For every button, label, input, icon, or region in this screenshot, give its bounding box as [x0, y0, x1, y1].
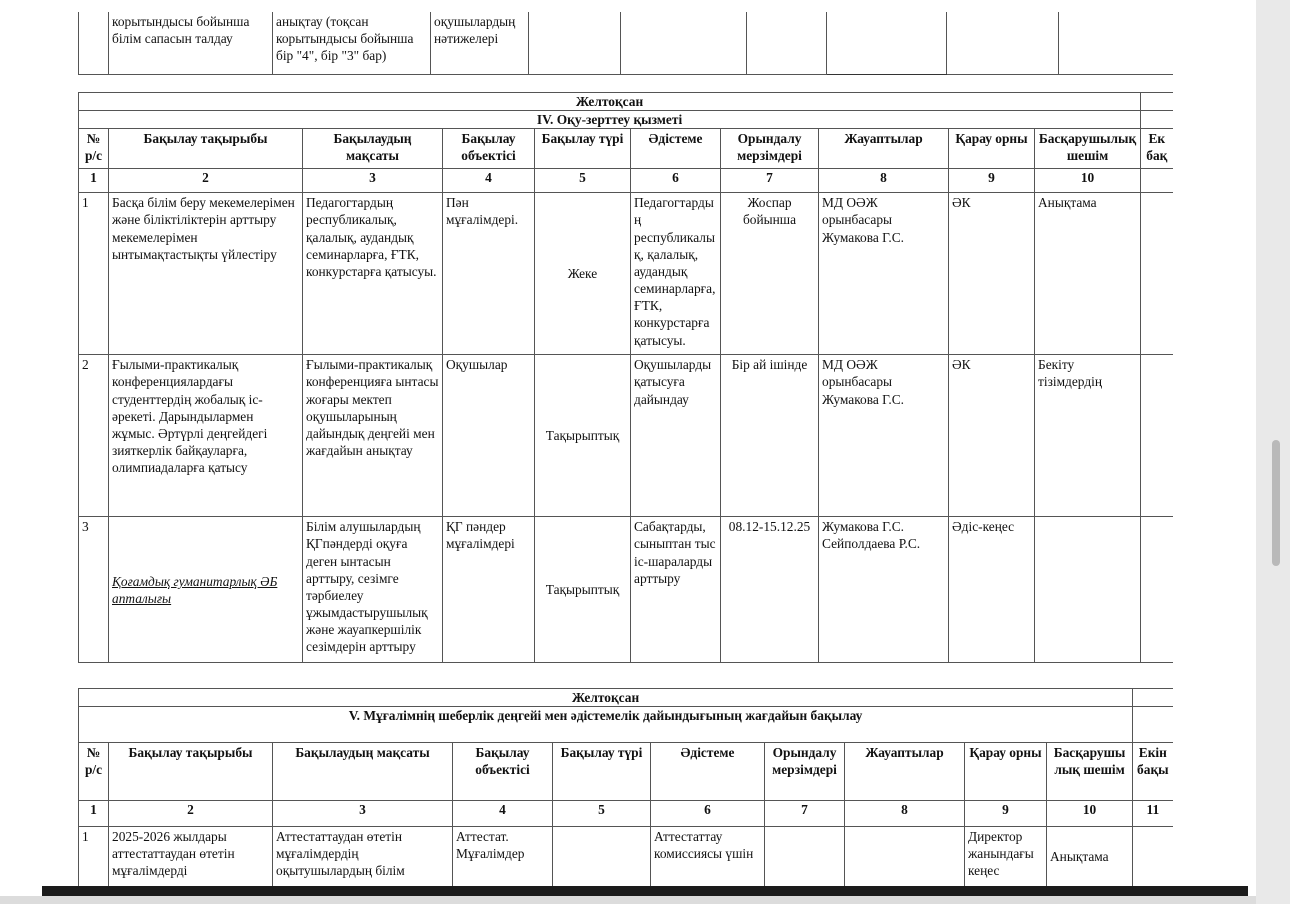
row-venue: Әдіс-кеңес — [949, 517, 1035, 663]
header-venue: Қарау орны — [965, 743, 1047, 801]
col-number: 11 — [1133, 801, 1173, 827]
col-number: 3 — [273, 801, 453, 827]
row-object: ҚГ пәндер мұғалімдері — [443, 517, 535, 663]
col-number: 9 — [949, 169, 1035, 193]
row-topic: 2025-2026 жылдары аттестаттаудан өтетін мұғалімдерді — [109, 827, 273, 887]
row-venue: Директор жанындағы кеңес — [965, 827, 1047, 887]
table-row — [79, 517, 1173, 663]
cell-empty — [1141, 111, 1173, 129]
row-object: Аттестат. Мұғалімдер — [453, 827, 553, 887]
header-extra: Ек бақ — [1141, 129, 1173, 169]
header-topic: Бақылау тақырыбы — [109, 129, 303, 169]
fragment-cell-empty — [1059, 12, 1173, 74]
fragment-cell-empty — [621, 12, 747, 74]
col-number: 4 — [453, 801, 553, 827]
table-row — [79, 193, 1173, 355]
row-goal: Білім алушылардың ҚГпәндерді оқуға деген ынтасын арттыру, сезімге тәрбиелеу ұжымдастырушылық және жауапкершілік сезімдерін арттыру — [303, 517, 443, 663]
header-topic: Бақылау тақырыбы — [109, 743, 273, 801]
cell-empty — [1133, 707, 1173, 743]
header-responsible: Жауаптылар — [819, 129, 949, 169]
scan-bottom-margin — [0, 896, 1256, 904]
fragment-cell-topic: корытындысы бойынша білім сапасын талдау — [109, 12, 273, 74]
row-deadline — [765, 827, 845, 887]
row-decision — [1035, 517, 1141, 663]
row-topic: Ғылыми-практикалық конференциялардағы студенттердің жобалық іс-әрекеті. Дарындылармен жұмыс. Әртүрлі деңгейдегі зияткерлік байқауларға, олимпиадаларға қатысу — [109, 355, 303, 517]
fragment-cell-empty — [947, 12, 1059, 74]
col-number: 1 — [79, 169, 109, 193]
header-method: Әдістеме — [631, 129, 721, 169]
row-responsible: Жумакова Г.С. Сейполдаева Р.С. — [819, 517, 949, 663]
header-type: Бақылау түрі — [535, 129, 631, 169]
section-5-month: Желтоқсан — [79, 689, 1133, 707]
row-topic-cell — [109, 517, 303, 663]
header-object: Бақылау объектісі — [453, 743, 553, 801]
col-number: 2 — [109, 169, 303, 193]
header-responsible: Жауаптылар — [845, 743, 965, 801]
row-deadline: Жоспар бойынша — [721, 193, 819, 355]
scrollbar-thumb[interactable] — [1272, 440, 1280, 566]
fragment-cell-empty — [747, 12, 827, 74]
fragment-cell-empty — [79, 12, 109, 74]
row-decision: Бекіту тізімдердің — [1035, 355, 1141, 517]
fragment-cell-empty — [827, 12, 947, 74]
row-type — [553, 827, 651, 887]
row-no: 2 — [79, 355, 109, 517]
row-decision: Анықтама — [1035, 193, 1141, 355]
col-number: 6 — [631, 169, 721, 193]
cell-empty — [1141, 517, 1173, 663]
section-5-title: V. Мұғалімнің шеберлік деңгейі мен әдістемелік дайындығының жағдайын бақылау — [79, 707, 1133, 743]
col-number: 1 — [79, 801, 109, 827]
fragment-cell-object: оқушылардың нәтижелері — [431, 12, 529, 74]
header-type: Бақылау түрі — [553, 743, 651, 801]
row-goal: Аттестаттаудан өтетін мұғалімдердің оқытушылардың білім — [273, 827, 453, 887]
col-number: 9 — [965, 801, 1047, 827]
row-no: 1 — [79, 827, 109, 887]
row-no: 3 — [79, 517, 109, 663]
row-responsible — [845, 827, 965, 887]
cell-empty — [1141, 169, 1173, 193]
row-type: Тақырыптық — [535, 355, 631, 517]
col-number: 2 — [109, 801, 273, 827]
header-extra: Екін бақы — [1133, 743, 1173, 801]
header-decision: Басқарушылық шешім — [1047, 743, 1133, 801]
header-deadline: Орындалу мерзімдері — [721, 129, 819, 169]
row-object: Пән мұғалімдері. — [443, 193, 535, 355]
header-no: № р/с — [79, 129, 109, 169]
section-4-title: IV. Оқу-зерттеу қызметі — [79, 111, 1141, 129]
row-method: Оқушыларды қатысуға дайындау — [631, 355, 721, 517]
header-method: Әдістеме — [651, 743, 765, 801]
section-5-table — [78, 688, 1173, 887]
row-type: Тақырыптық — [535, 517, 631, 663]
row-no: 1 — [79, 193, 109, 355]
row-venue: ӘК — [949, 193, 1035, 355]
cell-empty — [1133, 827, 1173, 887]
col-number: 8 — [845, 801, 965, 827]
row-method: Педагогтардың республикалық, қалалық, аудандық семинарларға, ҒТК, конкурстарға қатысуы. — [631, 193, 721, 355]
col-number: 10 — [1047, 801, 1133, 827]
col-number: 3 — [303, 169, 443, 193]
row-type: Жеке — [535, 193, 631, 355]
row-deadline: 08.12-15.12.25 — [721, 517, 819, 663]
header-no: № р/с — [79, 743, 109, 801]
section-4-table — [78, 92, 1173, 663]
row-decision: Анықтама — [1047, 827, 1133, 887]
col-number: 6 — [651, 801, 765, 827]
col-number: 4 — [443, 169, 535, 193]
header-venue: Қарау орны — [949, 129, 1035, 169]
header-object: Бақылау объектісі — [443, 129, 535, 169]
col-number: 10 — [1035, 169, 1141, 193]
table-row — [79, 827, 1173, 887]
col-number: 5 — [535, 169, 631, 193]
row-object: Оқушылар — [443, 355, 535, 517]
row-deadline: Бір ай ішінде — [721, 355, 819, 517]
col-number: 8 — [819, 169, 949, 193]
scan-bottom-edge — [42, 886, 1248, 896]
row-goal: Ғылыми-практикалық конференцияға ынтасы жоғары мектеп оқушыларының дайындық деңгейі мен жағдайын анықтау — [303, 355, 443, 517]
section-4-month: Желтоқсан — [79, 93, 1141, 111]
row-method: Аттестаттау комиссиясы үшін — [651, 827, 765, 887]
header-decision: Басқарушылық шешім — [1035, 129, 1141, 169]
cell-empty — [1141, 355, 1173, 517]
fragment-cell-empty — [529, 12, 621, 74]
col-number: 7 — [721, 169, 819, 193]
cell-empty — [1141, 193, 1173, 355]
row-topic: Қоғамдық гуманитарлық ӘБ апталығы — [112, 573, 278, 606]
row-goal: Педагогтардың республикалық, қалалық, аудандық семинарларға, ҒТК, конкурстарға қатысуы. — [303, 193, 443, 355]
header-goal: Бақылаудың мақсаты — [273, 743, 453, 801]
row-method: Сабақтарды, сыныптан тыс іс-шараларды арттыру — [631, 517, 721, 663]
cell-empty — [1133, 689, 1173, 707]
header-goal: Бақылаудың мақсаты — [303, 129, 443, 169]
table-row — [79, 355, 1173, 517]
previous-table-fragment — [78, 12, 1173, 75]
row-responsible: МД ОӘЖ орынбасары Жумакова Г.С. — [819, 193, 949, 355]
row-topic: Басқа білім беру мекемелерімен және біліктіліктерін арттыру мекемелерімен ынтымақтастықты үйлестіру — [109, 193, 303, 355]
fragment-cell-goal: анықтау (тоқсан корытындысы бойынша бір "4", бір "3" бар) — [273, 12, 431, 74]
col-number: 5 — [553, 801, 651, 827]
cell-empty — [1141, 93, 1173, 111]
col-number: 7 — [765, 801, 845, 827]
row-venue: ӘК — [949, 355, 1035, 517]
header-deadline: Орындалу мерзімдері — [765, 743, 845, 801]
row-responsible: МД ОӘЖ орынбасары Жумакова Г.С. — [819, 355, 949, 517]
